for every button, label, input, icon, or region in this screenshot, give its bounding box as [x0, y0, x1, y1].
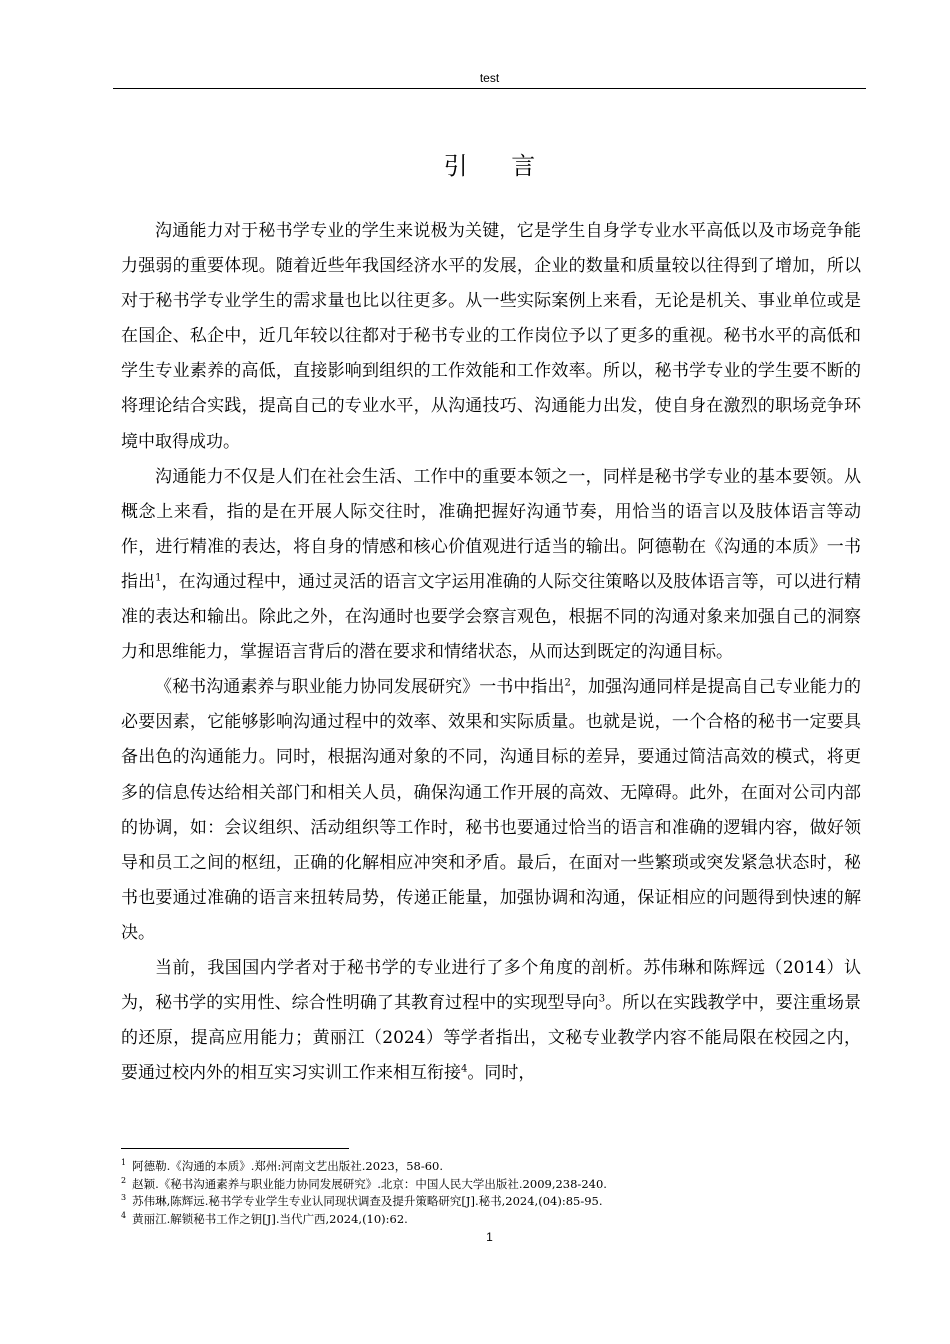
footnote-text: 黄丽江.解锁秘书工作之钥[J].当代广西,2024,(10):62.: [132, 1211, 408, 1226]
paragraph-1: [121, 214, 861, 460]
paragraph-4-text-c: 。同时，: [467, 1063, 536, 1084]
paragraph-3-text-b: ，加强沟通同样是提高自己专业能力的必要因素，它能够影响沟通过程中的效率、效果和实际质量。也就是说，一个合格的秘书一定要具备出色的沟通能力。同时，根据沟通对象的不同，沟通目标的差异，要通过简洁高效的模式，将更多的信息传达给相关部门和相关人员，确保沟通工作开展的高效、无障碍。此外，在面对公司内部的协调，如：会议组织、活动组织等工作时，秘书也要通过恰当的语言和准确的逻辑内容，做好领导和员工之间的枢纽，正确的化解相应冲突和矛盾。最后，在面对一些繁琐或突发紧急状态时，秘书也要通过准确的语言来扭转局势，传递正能量，加强协调和沟通，保证相应的问题得到快速的解决。: [121, 677, 862, 943]
paragraph-3-text-a: 《秘书沟通素养与职业能力协同发展研究》一书中指出: [155, 677, 565, 698]
paragraph-2: [121, 460, 861, 671]
footnote-ref-1[interactable]: 1: [155, 572, 162, 584]
page-header: test: [113, 68, 866, 89]
paragraph-4-text-a: 当前，我国国内学者对于秘书学的专业进行了多个角度的剖析。苏伟琳和陈辉远（2014）认为，秘书学的实用性、综合性明确了其教育过程中的实现型导向: [121, 957, 861, 1014]
page-number: 1: [486, 1230, 493, 1244]
footnote-1: [121, 1158, 861, 1176]
section-title: 引 言: [443, 152, 554, 180]
footnote-number: 2: [121, 1175, 127, 1185]
footnotes: [121, 1158, 861, 1228]
paragraph-3: [121, 670, 861, 951]
footnote-number: 3: [121, 1193, 127, 1203]
paragraph-4: [121, 951, 861, 1091]
paragraph-2-text-b: ，在沟通过程中，通过灵活的语言文字运用准确的人际交往策略以及肢体语言等，可以进行精准的表达和输出。除此之外，在沟通时也要学会察言观色，根据不同的沟通对象来加强自己的洞察力和思维能力，掌握语言背后的潜在要求和情绪状态，从而达到既定的沟通目标。: [121, 571, 862, 663]
footnote-ref-3[interactable]: 3: [598, 993, 606, 1005]
footnote-2: [121, 1176, 861, 1194]
body-text: [121, 214, 861, 1091]
footnote-number: 1: [121, 1158, 127, 1168]
footnote-separator: [121, 1148, 349, 1149]
paragraph-1-text: 沟通能力对于秘书学专业的学生来说极为关键，它是学生自身学专业水平高低以及市场竞争能力强弱的重要体现。随着近些年我国经济水平的发展，企业的数量和质量较以往得到了增加，所以对于秘书学专业学生的需求量也比以往更多。从一些实际案例上来看，无论是机关、事业单位或是在国企、私企中，近几年较以往都对于秘书专业的工作岗位予以了更多的重视。秘书水平的高低和学生专业素养的高低，直接影响到组织的工作效能和工作效率。所以，秘书学专业的学生要不断的将理论结合实践，提高自己的专业水平，从沟通技巧、沟通能力出发，使自身在激烈的职场竞争环境中取得成功。: [121, 221, 861, 452]
footnote-3: [121, 1193, 861, 1211]
paragraph-2-text-a: 沟通能力不仅是人们在社会生活、工作中的重要本领之一，同样是秘书学专业的基本要领。从概念上来看，指的是在开展人际交往时，准确把握好沟通节奏，用恰当的语言以及肢体语言等动作，进行精准的表达，将自身的情感和核心价值观进行适当的输出。阿德勒在《沟通的本质》一书指出: [121, 466, 861, 592]
footnote-text: 赵颖.《秘书沟通素养与职业能力协同发展研究》.北京：中国人民大学出版社.2009,238-240.: [132, 1176, 607, 1191]
footnote-number: 4: [121, 1210, 127, 1220]
footnote-text: 阿德勒.《沟通的本质》.郑州:河南文艺出版社.2023，58-60.: [132, 1159, 444, 1173]
footnote-text: 苏伟琳,陈辉远.秘书学专业学生专业认同现状调查及提升策略研究[J].秘书,2024,(04):85-95.: [132, 1194, 603, 1208]
paragraph-4-text-b: 。所以在实践教学中，要注重场景的还原，提高应用能力；黄丽江（2024）等学者指出，文秘专业教学内容不能局限在校园之内，要通过校内外的相互实习实训工作来相互衔接: [121, 993, 862, 1084]
footnote-4: [121, 1211, 861, 1229]
footnote-ref-4[interactable]: 4: [461, 1063, 468, 1075]
footnote-ref-2[interactable]: 2: [564, 677, 571, 689]
